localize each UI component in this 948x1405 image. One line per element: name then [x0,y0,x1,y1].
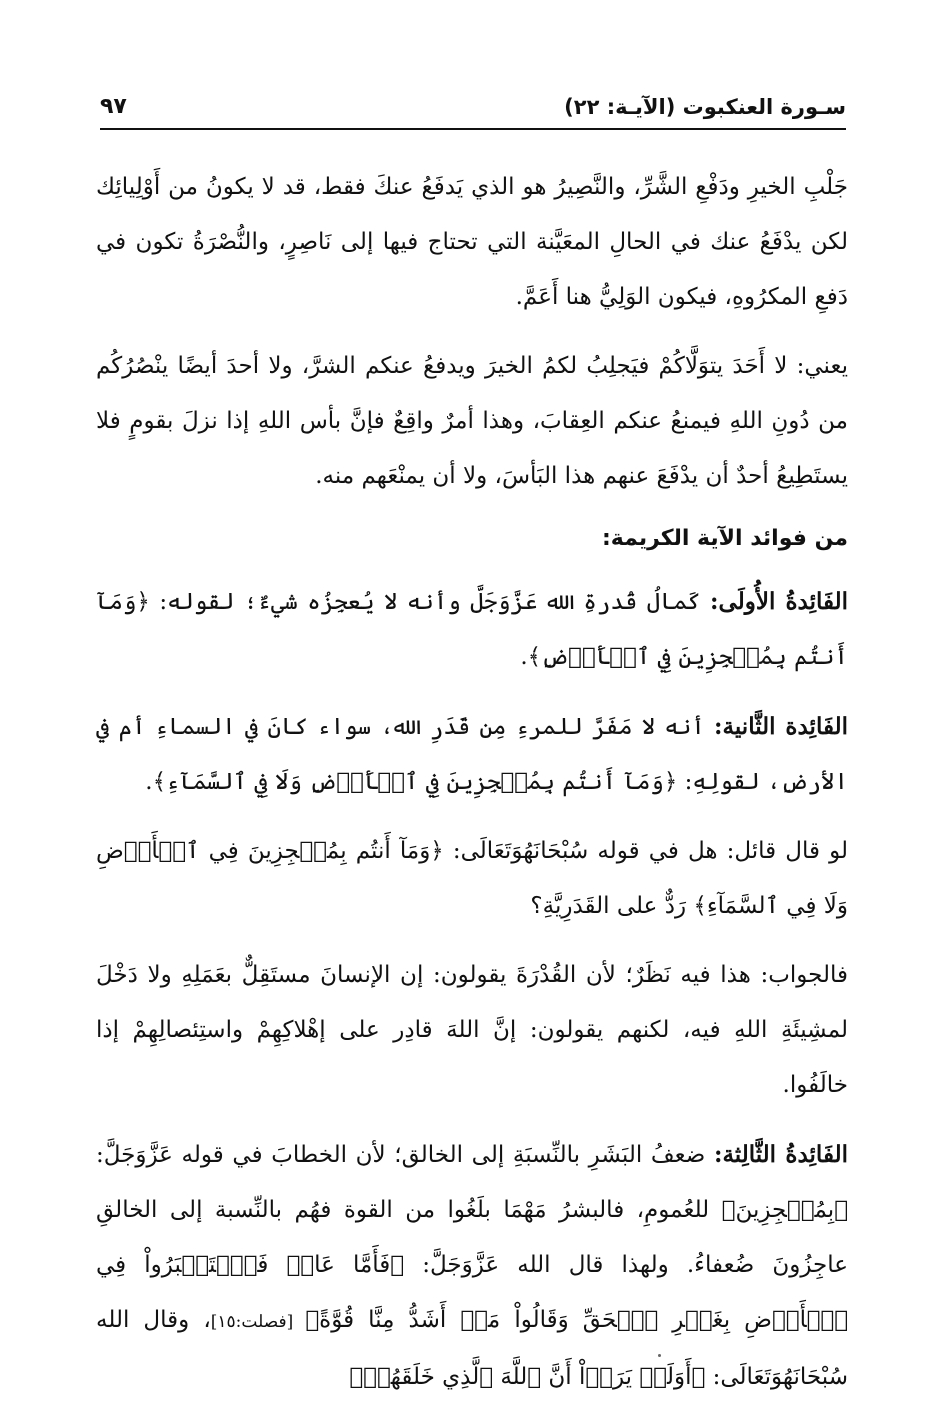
section-heading: من فوائد الآية الكريمة: [601,526,848,551]
surah-reference: [فصلت:١٥] [210,1312,306,1332]
benefit-1-end: . [520,644,528,670]
benefit-2-label: الفَائِدة الثَّانية: [714,713,848,740]
benefit-3-label: الفَائِدةُ الثَّالِثة: [713,1141,848,1168]
paragraph-2: يعني: لا أَحَدَ يتوَلَّاكُمْ فيَجلِبُ لكمُ الخيرَ ويدفعُ عنكم الشرَّ، ولا أحدَ أيضًا ينْصُرُكُم من دُونِ اللهِ فيمنعُ عنكم العِقابَ، وهذا أمرٌ واقِعٌ فإنَّ بأس اللهِ إذا نزلَ بقومٍ فلا يستَطِيعُ أحدٌ أن يدْفَعَ عنهم هذا البَأسَ، ولا أن يمنْعَهم منه. [96,353,848,489]
benefit-2-end: . [145,769,153,795]
benefit-3-text-3: ، وقال الله سُبْحَانَهُوَتَعَالَى: [96,1307,848,1390]
question-quote: ﴿وَمَآ أَنتُم بِمُعۡجِزِينَ فِي ٱلۡأَرۡضِ وَلَا فِي ٱلسَّمَآءِ﴾ [96,838,848,919]
benefit-1-quote: ﴿وَمَآ أَنتُم بِمُعۡجِزِينَ فِي ٱلۡأَرۡضِ﴾ [96,589,848,670]
benefit-3-quote-1: ﴿بِمُعۡجِزِينَ﴾ [721,1197,848,1223]
benefit-2-text: أنه لا مَفَرَّ للمرءِ مِن قَدَرِ الله، سواء كانَ في السماءِ أم في الأرضِ، لقولِهِ: [96,714,848,795]
benefit-2 [96,699,848,810]
question-end: رَدٌّ على القَدَرِيَّةِ؟ [530,893,694,919]
page-number: ٩٧ [100,94,127,119]
benefit-2-quote: ﴿وَمَآ أَنتُم بِمُعۡجِزِينَ فِي ٱلۡأَرۡضِ وَلَا فِي ٱلسَّمَآءِ﴾ [152,769,678,795]
question-paragraph [96,824,848,934]
benefit-1-text: كَمالُ قُدرةِ الله عَزَّوَجَلَّ وأنه لا يُعجِزُه شيءٌ؛ لقوله: [149,589,711,615]
answer-paragraph: فالجواب: هذا فيه نَظَرٌ؛ لأن القُدْرَةَ يقولون: إن الإنسانَ مستَقِلٌّ بعَمَلِهِ ولا دَخْلَ لمشِيئَةِ اللهِ فيه، لكنهم يقولون: إنَّ اللهَ قادِر على إهْلاكِهِمْ واستِئصالِهِمْ إذا خالَفُوا. [96,962,848,1098]
running-title: سـورة العنكبوت (الآيـة: ٢٢) [564,95,846,119]
question-text: لو قال قائل: هل في قوله سُبْحَانَهُوَتَعَالَى: [443,838,848,864]
benefit-3 [96,1127,848,1405]
header-divider [100,128,846,130]
paragraph-1: جَلْبِ الخيرِ ودَفْعِ الشَّرِّ، والنَّصِيرُ هو الذي يَدفَعُ عنكَ فقط، قد لا يكونُ من أَوْلِيائِك لكن يدْفَعُ عنك في الحالِ المعَيَّنة التي تحتاج فيها إلى نَاصِرٍ، والنُّصْرَةُ تكون في دَفعِ المكرُوهِ، فيكون الوَلِيُّ هنا أَعَمَّ. [96,174,848,310]
print-speck [658,1354,661,1357]
benefit-3-text: ضعفُ البَشَرِ بالنِّسبَةِ إلى الخالق؛ لأن الخطابَ في قوله عَزَّوَجَلَّ: [96,1142,714,1168]
benefit-3-quote-3: ﴿أَوَلَمۡ يَرَوۡاْ أَنَّ ٱللَّهَ ٱلَّذِي خَلَقَهُمۡ﴾ [349,1364,706,1390]
benefit-1 [96,574,848,685]
benefit-3-quote-2: ﴿فَأَمَّا عَادٞ فَٱسۡتَكۡبَرُواْ فِي ٱلۡأَرۡضِ بِغَيۡرِ ٱلۡحَقِّ وَقَالُواْ مَنۡ أَشَدُّ مِنَّا قُوَّةً﴾ [96,1252,848,1333]
page-header [100,92,846,126]
page-body [96,160,848,1405]
benefit-3-text-2: للعُمومِ، فالبشرُ مَهْمَا بلَغُوا من القوة فهُم بالنِّسبة إلى الخالقِ عاجِزُونَ ضُعفاءُ. ولهذا قال الله عَزَّوَجَلَّ: [96,1197,848,1278]
benefit-1-label: الفَائِدةُ الأُولَى: [710,588,849,615]
